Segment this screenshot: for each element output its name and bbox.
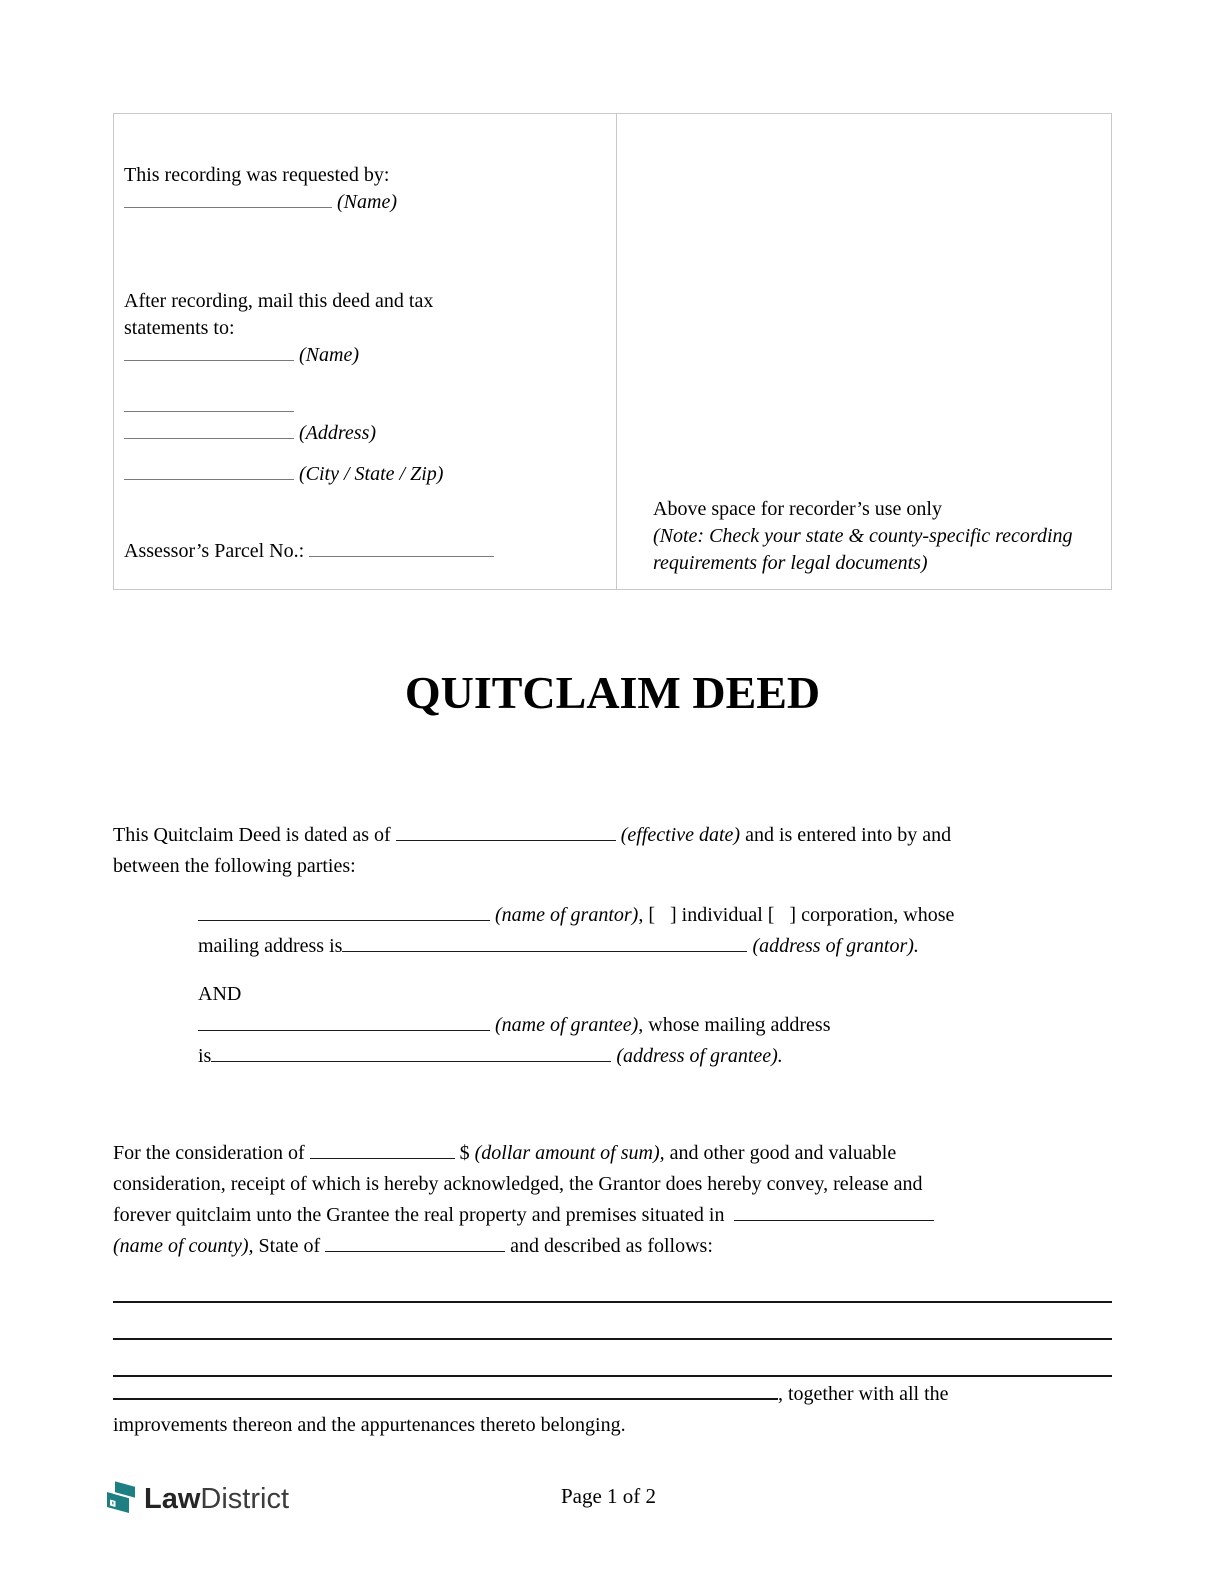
grantor-name-blank bbox=[198, 902, 490, 921]
assessor-parcel-label: Assessor’s Parcel No.: bbox=[124, 540, 310, 562]
county-blank bbox=[734, 1202, 934, 1221]
grantee-line2 bbox=[198, 1041, 1112, 1072]
page-number: Page 1 of 2 bbox=[560, 1484, 657, 1508]
recorder-box-right-cell bbox=[617, 114, 1111, 589]
consideration-line4 bbox=[113, 1231, 1112, 1262]
lawdistrict-icon bbox=[106, 1480, 137, 1518]
consideration-text1: For the consideration of bbox=[113, 1142, 310, 1164]
consideration-text4: State of bbox=[253, 1235, 326, 1257]
mail-to-csz-blank bbox=[124, 461, 294, 480]
grantee-name-hint: (name of grantee) bbox=[490, 1014, 639, 1036]
mail-to-csz-hint: (City / State / Zip) bbox=[294, 463, 444, 485]
grantee-text1: , whose mailing address bbox=[638, 1014, 831, 1036]
grantee-line1 bbox=[198, 1010, 1112, 1041]
closing-line2: improvements thereon and the appurtenances thereto belonging. bbox=[113, 1414, 626, 1436]
brand-law: Law bbox=[144, 1482, 201, 1515]
grantor-text1: , [ ] individual [ ] corporation, whose bbox=[638, 904, 955, 926]
intro-line1 bbox=[113, 820, 1112, 851]
mail-to-name-blank bbox=[124, 342, 294, 361]
grantor-text2: mailing address is bbox=[198, 935, 343, 957]
description-line-3 bbox=[113, 1340, 1112, 1377]
mail-to-address-line2 bbox=[124, 420, 606, 447]
grantor-address-hint: (address of grantor). bbox=[747, 935, 919, 957]
consideration-text2: and other good and valuable bbox=[664, 1142, 897, 1164]
icon-detail-inner bbox=[112, 1502, 113, 1505]
recorder-box-left-cell bbox=[114, 114, 617, 589]
mail-to-address-hint: (Address) bbox=[294, 422, 377, 444]
intro-line2: between the following parties: bbox=[113, 855, 356, 877]
requested-by-name-hint: (Name) bbox=[332, 191, 397, 213]
requested-by-name-blank bbox=[124, 189, 332, 208]
deed-title: QUITCLAIM DEED bbox=[404, 667, 821, 718]
assessor-line bbox=[124, 538, 606, 565]
county-hint: (name of county), bbox=[113, 1235, 254, 1257]
intro-text1: This Quitclaim Deed is dated as of bbox=[113, 824, 396, 846]
requested-by-label: This recording was requested by: bbox=[124, 164, 390, 186]
grantor-section bbox=[198, 900, 1112, 962]
assessor-parcel-blank bbox=[309, 538, 494, 557]
requested-by-line bbox=[124, 189, 606, 216]
mail-to-csz-line bbox=[124, 461, 606, 488]
dollar-sign: $ bbox=[454, 1142, 475, 1164]
grantee-name-blank bbox=[198, 1012, 490, 1031]
consideration-paragraph bbox=[113, 1138, 1112, 1262]
closing-line1 bbox=[113, 1379, 1112, 1410]
consideration-line3 bbox=[113, 1200, 1112, 1231]
description-partial-blank bbox=[113, 1381, 778, 1400]
and-label: AND bbox=[198, 983, 242, 1005]
grantor-name-hint: (name of grantor) bbox=[490, 904, 639, 926]
recorder-note-line1: (Note: Check your state & county-specific recording bbox=[653, 525, 1073, 547]
consideration-line1 bbox=[113, 1138, 1112, 1169]
grantee-section bbox=[198, 1010, 1112, 1072]
mail-to-address-line1 bbox=[124, 393, 606, 420]
intro-text2: and is entered into by and bbox=[740, 824, 952, 846]
grantor-line1 bbox=[198, 900, 1112, 931]
sum-blank bbox=[310, 1140, 455, 1159]
mail-to-address-blank1 bbox=[124, 393, 294, 412]
recorder-note-title: Above space for recorder’s use only bbox=[653, 498, 942, 520]
consideration-text3: forever quitclaim unto the Grantee the real property and premises situated in bbox=[113, 1204, 735, 1226]
sum-hint: (dollar amount of sum), bbox=[474, 1142, 665, 1164]
state-blank bbox=[325, 1233, 505, 1252]
intro-paragraph bbox=[113, 820, 1112, 882]
recorder-note-line2: requirements for legal documents) bbox=[653, 552, 928, 574]
mail-to-label-line1: After recording, mail this deed and tax bbox=[124, 290, 434, 312]
recorder-box bbox=[113, 113, 1112, 590]
description-line-2 bbox=[113, 1303, 1112, 1340]
together-text: , together with all the bbox=[778, 1383, 949, 1405]
grantee-address-hint: (address of grantee). bbox=[611, 1045, 783, 1067]
consideration-text5: and described as follows: bbox=[505, 1235, 713, 1257]
effective-date-hint: (effective date) bbox=[615, 824, 741, 846]
brand-wordmark bbox=[144, 1483, 289, 1516]
mail-to-name-line bbox=[124, 342, 606, 369]
mail-to-label-line2: statements to: bbox=[124, 317, 235, 339]
footer bbox=[106, 1480, 1111, 1528]
consideration-line2: consideration, receipt of which is hereby acknowledged, the Grantor does hereby convey, release and bbox=[113, 1173, 923, 1195]
grantee-text2: is bbox=[198, 1045, 212, 1067]
grantor-address-blank bbox=[342, 933, 747, 952]
grantor-line2 bbox=[198, 931, 1112, 962]
property-description-lines bbox=[113, 1266, 1112, 1377]
mail-to-address-blank2 bbox=[124, 420, 294, 439]
grantee-address-blank bbox=[211, 1043, 611, 1062]
mail-to-name-hint: (Name) bbox=[294, 344, 359, 366]
description-line-1 bbox=[113, 1266, 1112, 1303]
brand-district: District bbox=[200, 1482, 290, 1515]
effective-date-blank bbox=[396, 822, 616, 841]
